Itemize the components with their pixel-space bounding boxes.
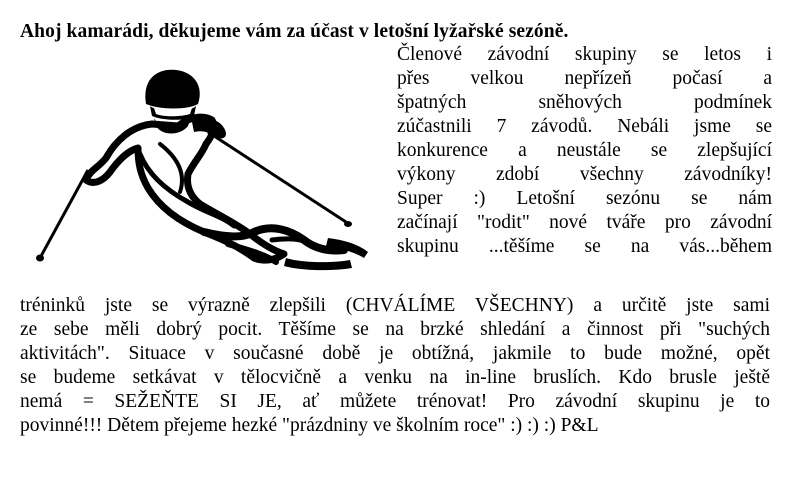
text-line: špatných sněhových podmínek [397, 92, 772, 113]
text-line: Členové závodní skupiny se letos i [397, 44, 772, 65]
text-line: skupinu ...těšíme se na vás...během [397, 236, 772, 257]
text-line: konkurence a neustále se zlepšující [397, 140, 772, 161]
text-line: ze sebe měli dobrý pocit. Těšíme se na brzké shledání a činnost při "suchých [20, 319, 770, 340]
text-line: povinné!!! Dětem přejeme hezké "prázdniny ve školním roce" :) :) :) P&L [20, 415, 599, 436]
text-line: tréninků jste se výrazně zlepšili (CHVÁLÍME VŠECHNY) a určitě jste sami [20, 295, 770, 316]
text-line: nemá = SEŽEŇTE SI JE, ať můžete trénovat! Pro závodní skupinu je to [20, 391, 770, 412]
skier-icon [28, 62, 373, 272]
text-line: přes velkou nepřízeň počasí a [397, 68, 772, 89]
text-line: Super :) Letošní sezónu se nám [397, 188, 772, 209]
text-line: se budeme setkávat v tělocvičně a venku na in-line bruslích. Kdo brusle ještě [20, 367, 770, 388]
text-line: zúčastnili 7 závodů. Nebáli jsme se [397, 116, 772, 137]
text-line: začínají "rodit" nové tváře pro závodní [397, 212, 772, 233]
text-line: výkony zdobí všechny závodníky! [397, 164, 772, 185]
headline: Ahoj kamarádi, děkujeme vám za účast v letošní lyžařské sezóně. [20, 21, 569, 42]
text-line: aktivitách". Situace v současné době je obtížná, jakmile to bude možné, opět [20, 343, 770, 364]
